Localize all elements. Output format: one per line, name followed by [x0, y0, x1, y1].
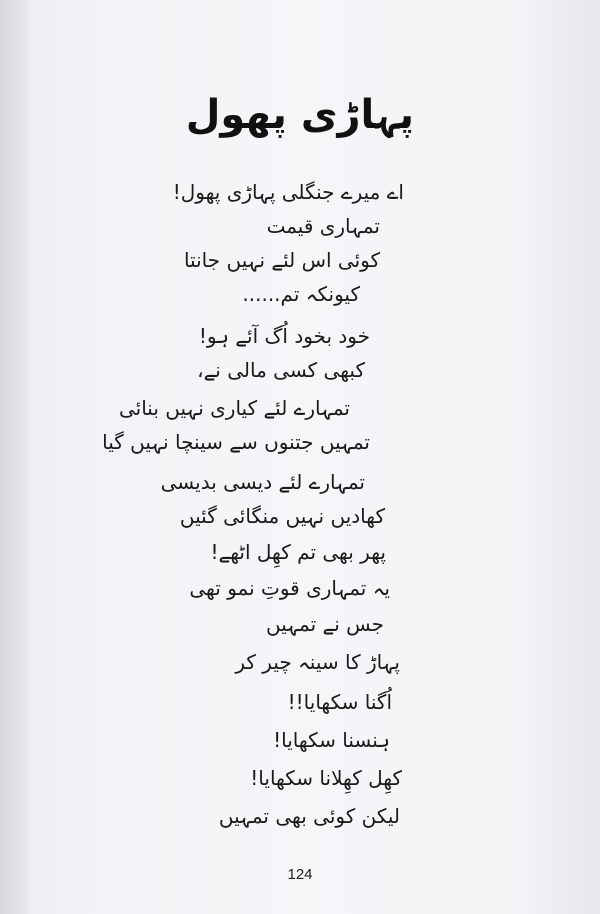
- poem-line: لیکن کوئی بھی تمہیں: [218, 804, 400, 828]
- poem-line: اے میرے جنگلی پہاڑی پھول!: [172, 180, 404, 204]
- poem-line: اُگنا سکھایا!!: [287, 690, 392, 714]
- poem-line: تمہارے لئے دیسی بدیسی: [160, 470, 365, 494]
- poem-line: کیونکہ تم......: [242, 282, 360, 306]
- poem-line: کبھی کسی مالی نے،: [197, 358, 365, 382]
- poem-line: تمہارے لئے کیاری نہیں بنائی: [118, 396, 350, 420]
- poem-line: کھِل کھِلانا سکھایا!: [250, 766, 402, 790]
- poem-line: تمہیں جتنوں سے سینچا نہیں گیا: [102, 430, 370, 454]
- poem-line: پھر بھی تم کھِل اٹھے!: [210, 540, 386, 564]
- poem-line: جس نے تمہیں: [266, 612, 384, 636]
- book-spine-shadow: [0, 0, 28, 914]
- poem-line: کھادیں نہیں منگائی گئیں: [179, 504, 385, 528]
- poem-line: پہاڑ کا سینہ چیر کر: [235, 650, 400, 674]
- poem-title: پہاڑی پھول: [185, 92, 414, 138]
- poem-line: خود بخود اُگ آئے ہو!: [198, 324, 370, 348]
- poem-line: کوئی اس لئے نہیں جانتا: [183, 248, 380, 272]
- page-number: 124: [287, 866, 313, 883]
- poem-line: ہنسنا سکھایا!: [273, 728, 390, 752]
- poem-line: یہ تمہاری قوتِ نمو تھی: [189, 576, 390, 600]
- poem-line: تمہاری قیمت: [266, 214, 380, 238]
